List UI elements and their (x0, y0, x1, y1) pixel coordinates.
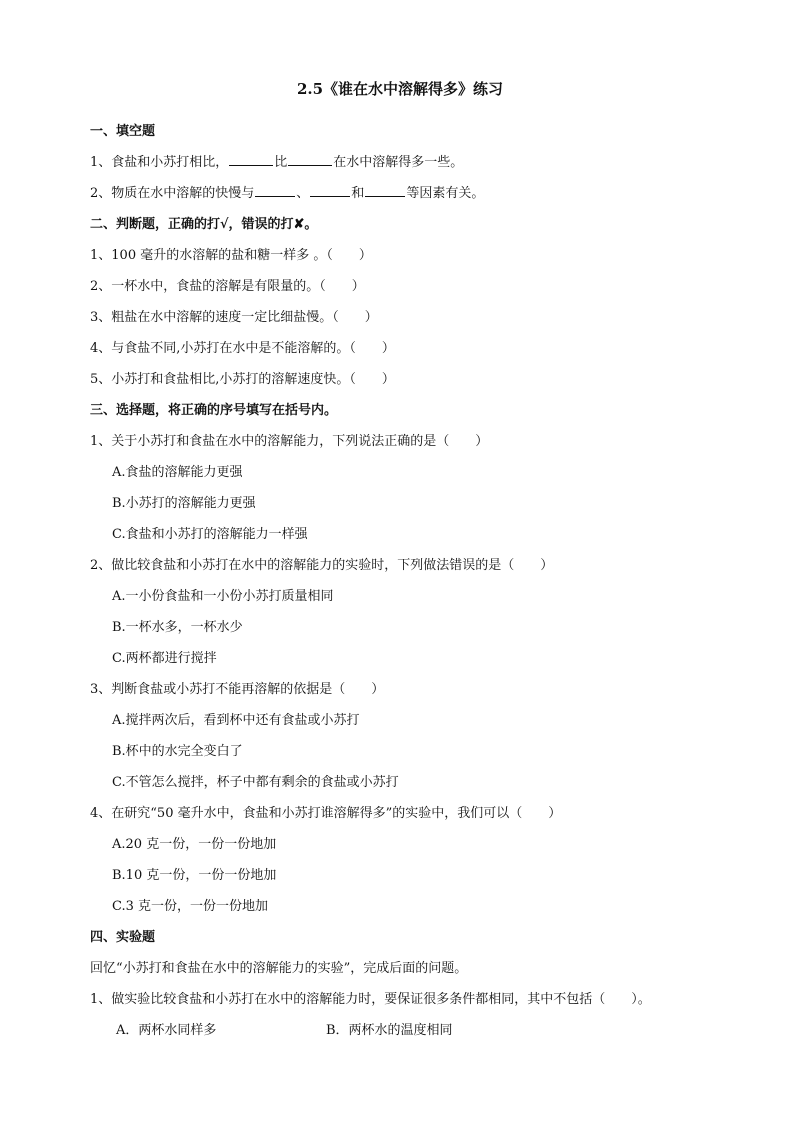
text-segment: 比 (274, 155, 288, 170)
choice-question-1: 1、关于小苏打和食盐在水中的溶解能力，下列说法正确的是（ ） (90, 434, 489, 449)
answer-blank[interactable] (255, 184, 295, 197)
judge-item-2: 2、一杯水中，食盐的溶解是有限量的。（ ） (90, 279, 365, 294)
judge-item-1: 1、100 毫升的水溶解的盐和糖一样多 。（ ） (90, 248, 372, 263)
answer-blank[interactable] (229, 153, 273, 166)
choice-question-4: 4、在研究“50 毫升水中，食盐和小苏打谁溶解得多”的实验中，我们可以（ ） (90, 806, 562, 821)
text-segment: 在水中溶解得多一些。 (333, 155, 464, 170)
text-segment: 和 (351, 186, 365, 201)
choice-option: C.两杯都进行搅拌 (112, 651, 217, 666)
choice-question-3: 3、判断食盐或小苏打不能再溶解的依据是（ ） (90, 682, 385, 697)
text-segment: 1、食盐和小苏打相比， (90, 155, 229, 170)
fill-question-2 (90, 178, 710, 209)
page-title: 2.5《谁在水中溶解得多》练习 (296, 80, 504, 98)
choice-option: C.不管怎么搅拌，杯子中都有剩余的食盐或小苏打 (112, 775, 399, 790)
choice-option: B.一杯水多，一杯水少 (112, 620, 243, 635)
choice-option: B．两杯水的温度相同 (326, 1023, 453, 1038)
text-segment: 2、物质在水中溶解的快慢与 (90, 186, 255, 201)
experiment-question-1: 1、做实验比较食盐和小苏打在水中的溶解能力时，要保证很多条件都相同，其中不包括（ ）。 (90, 992, 651, 1007)
section-heading-choice: 三、选择题，将正确的序号填写在括号内。 (90, 403, 338, 418)
text-segment: 等因素有关。 (406, 186, 485, 201)
section-heading-experiment: 四、实验题 (90, 930, 156, 945)
choice-question-2: 2、做比较食盐和小苏打在水中的溶解能力的实验时，下列做法错误的是（ ） (90, 558, 554, 573)
section-heading-true-false: 二、判断题，正确的打√，错误的打✘。 (90, 217, 318, 232)
worksheet-page (90, 78, 710, 1046)
choice-option: B.小苏打的溶解能力更强 (112, 496, 256, 511)
choice-option: C.3 克一份，一份一份地加 (112, 899, 269, 914)
choice-option: A．两杯水同样多 (116, 1023, 217, 1038)
choice-option: B.杯中的水完全变白了 (112, 744, 243, 759)
choice-option: A.搅拌两次后，看到杯中还有食盐或小苏打 (112, 713, 360, 728)
choice-option: A.食盐的溶解能力更强 (112, 465, 243, 480)
experiment-options-row (90, 1015, 710, 1046)
fill-question-1 (90, 147, 710, 178)
answer-blank[interactable] (310, 184, 350, 197)
judge-item-4: 4、与食盐不同,小苏打在水中是不能溶解的。（ ） (90, 341, 395, 356)
judge-item-5: 5、小苏打和食盐相比,小苏打的溶解速度快。（ ） (90, 372, 395, 387)
choice-option: B.10 克一份，一份一份地加 (112, 868, 277, 883)
choice-option: C.食盐和小苏打的溶解能力一样强 (112, 527, 308, 542)
section-heading-fill-blank: 一、填空题 (90, 124, 156, 139)
choice-option: A.一小份食盐和一小份小苏打质量相同 (112, 589, 334, 604)
choice-option: A.20 克一份，一份一份地加 (112, 837, 277, 852)
experiment-intro: 回忆“小苏打和食盐在水中的溶解能力的实验”，完成后面的问题。 (90, 961, 468, 976)
answer-blank[interactable] (288, 153, 332, 166)
text-segment: 、 (296, 186, 310, 201)
answer-blank[interactable] (365, 184, 405, 197)
judge-item-3: 3、粗盐在水中溶解的速度一定比细盐慢。（ ） (90, 310, 378, 325)
